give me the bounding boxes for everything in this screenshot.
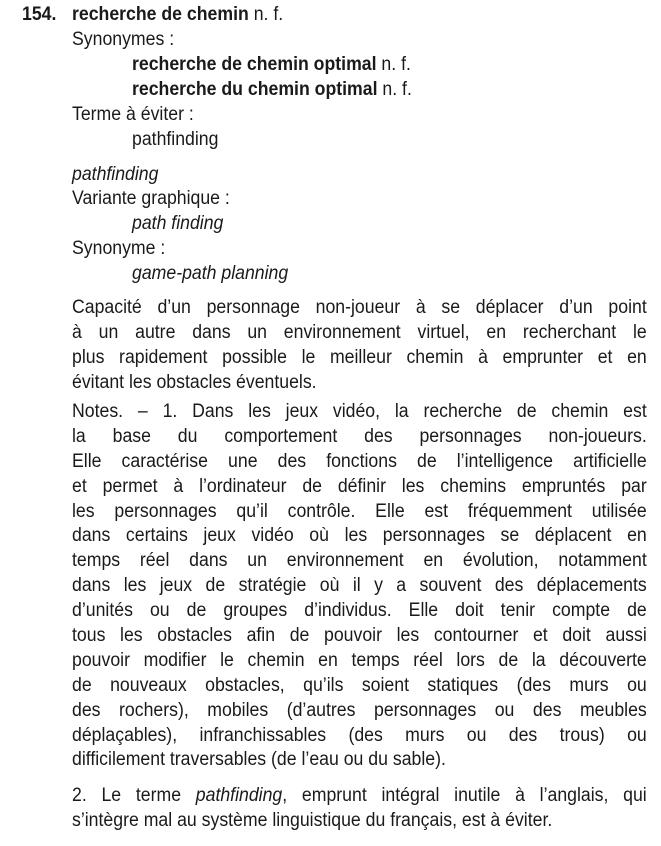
note-line: difficilement traversables (de l’eau ou du sable).	[72, 749, 446, 771]
synonym-gram: n. f.	[377, 79, 412, 100]
note-line: dans les jeux de stratégie où il y a souvent des déplacements	[72, 575, 647, 597]
note-line: temps réel dans un environnement en évolution, notamment	[72, 550, 647, 572]
entry-number: 154.	[22, 4, 57, 25]
note2-pre: 2. Le terme	[72, 785, 196, 806]
avoid-label: Terme à éviter :	[72, 104, 194, 125]
definition-line: évitant les obstacles éventuels.	[72, 371, 317, 393]
synonyms-label: Synonymes :	[72, 29, 175, 50]
english-synonym-label: Synonyme :	[72, 238, 166, 259]
note-line: dans certains jeux vidéo où les personnages se déplacent en	[72, 525, 647, 547]
note-2	[72, 784, 647, 834]
note-line	[72, 784, 647, 809]
variant-label: Variante graphique :	[72, 188, 230, 209]
note-line: Notes. – 1. Dans les jeux vidéo, la recherche de chemin est	[72, 401, 647, 422]
note-line: s’intègre mal au système linguistique du français, est à éviter.	[72, 809, 553, 831]
note-line: pouvoir modifier le chemin en temps réel lors de la découverte	[72, 649, 647, 671]
definition-line: Capacité d’un personnage non-joueur à se déplacer d’un point	[72, 297, 647, 318]
definition-line: à un autre dans un environnement virtuel, en recherchant le	[72, 321, 647, 343]
english-term: pathfinding	[72, 164, 159, 185]
variant-term: path finding	[132, 213, 224, 234]
note-line: déplaçables), infranchissables (des murs ou des trous) ou	[72, 724, 647, 746]
note-line: les personnages qu’il contrôle. Elle est fréquemment utilisée	[72, 500, 647, 522]
synonym-gram: n. f.	[376, 54, 411, 75]
note-1	[72, 400, 647, 773]
definition-line: plus rapidement possible le meilleur chemin à emprunter et en	[72, 346, 647, 368]
note-line: des rochers), mobiles (d’autres personnages ou des meubles	[72, 699, 647, 721]
synonym-term: recherche du chemin optimal	[132, 79, 378, 100]
note-line: d’unités ou de groupes d’individus. Elle doit tenir compte de	[72, 600, 647, 622]
entry-heading	[72, 3, 283, 27]
synonym-item	[132, 53, 411, 77]
note2-term: pathfinding	[195, 785, 283, 806]
note-line: la base du comportement des personnages non-joueurs.	[72, 425, 647, 447]
synonym-item	[132, 78, 412, 102]
synonym-term: recherche de chemin optimal	[132, 54, 377, 75]
entry-term: recherche de chemin	[72, 4, 249, 25]
definition	[72, 296, 647, 396]
note-line: de nouveaux obstacles, qu’ils soient statiques (des murs ou	[72, 674, 647, 696]
note2-post: , emprunt intégral inutile à l’anglais, qui	[282, 785, 647, 806]
note-line: et permet à l’ordinateur de définir les chemins empruntés par	[72, 475, 647, 497]
english-synonym: game-path planning	[132, 263, 289, 284]
note-line: Elle caractérise une des fonctions de l’intelligence artificielle	[72, 450, 647, 472]
entry-term-gram: n. f.	[248, 4, 284, 25]
note-line: tous les obstacles afin de pouvoir les contourner et doit aussi	[72, 625, 647, 647]
avoid-term: pathfinding	[132, 129, 219, 150]
